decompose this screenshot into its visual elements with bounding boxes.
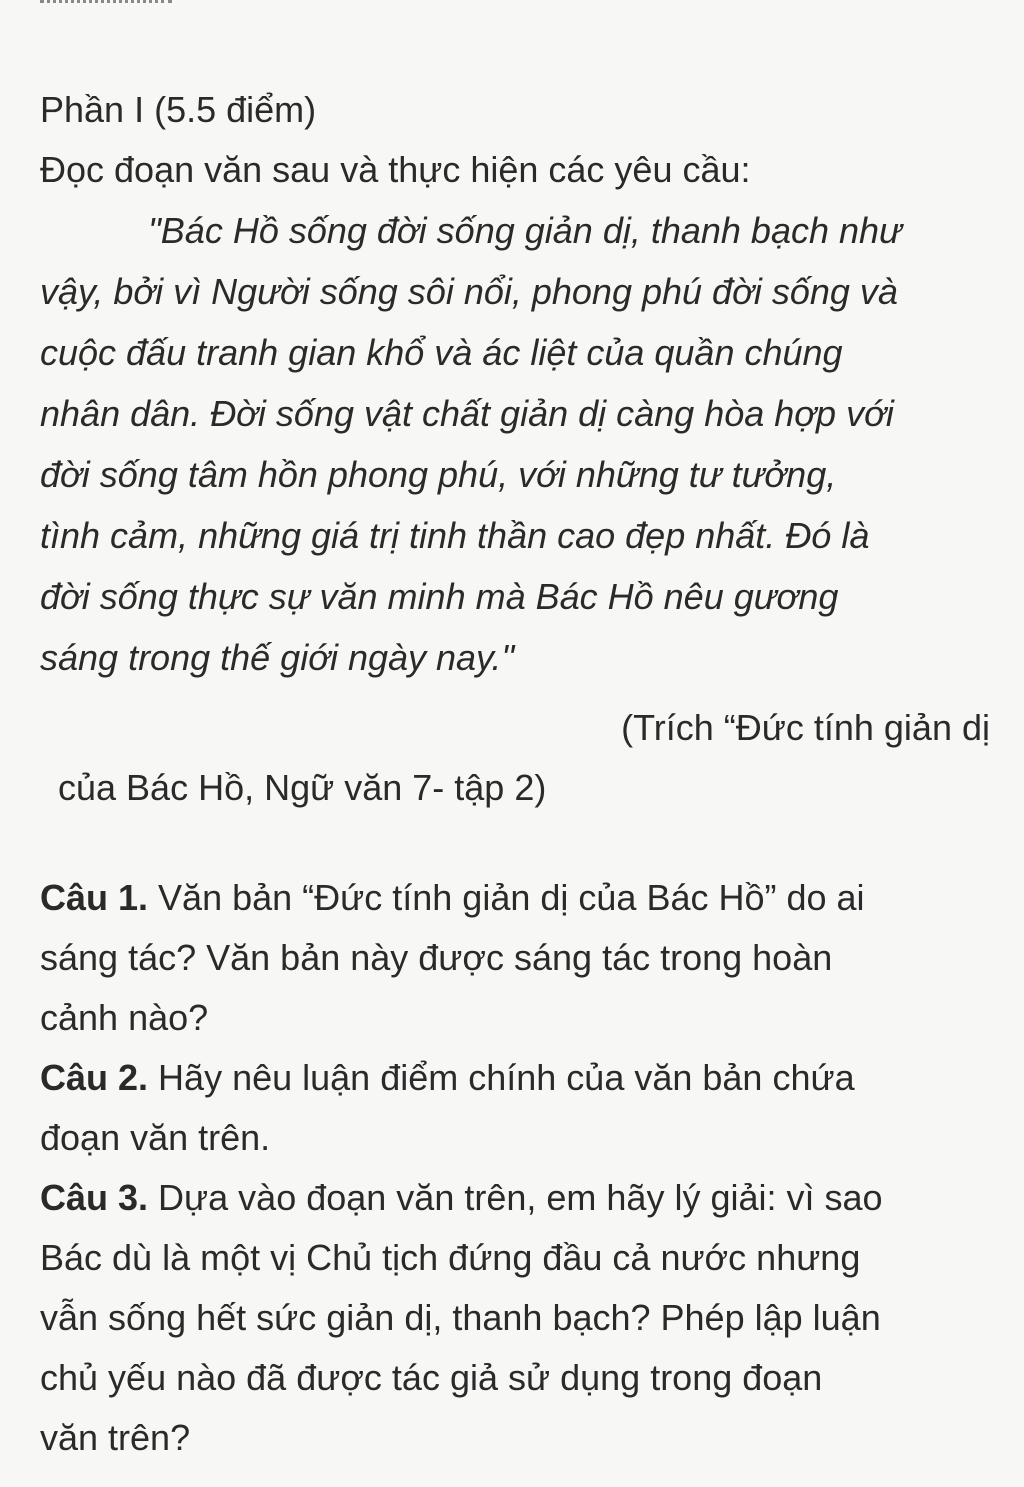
question-text: Văn bản “Đức tính giản dị của Bác Hồ” do ai	[148, 877, 865, 918]
passage-line: sáng trong thế giới ngày nay."	[40, 637, 515, 678]
question-text: sáng tác? Văn bản này được sáng tác trong hoàn	[40, 937, 833, 978]
instruction: Đọc đoạn văn sau và thực hiện các yêu cầu:	[40, 149, 751, 190]
part-title: Phần I (5.5 điểm)	[40, 89, 317, 130]
question-3	[40, 1168, 990, 1468]
question-text: vẫn sống hết sức giản dị, thanh bạch? Phép lập luận	[40, 1297, 881, 1338]
question-text: văn trên?	[40, 1417, 191, 1458]
source-citation-line-1: (Trích “Đức tính giản dị	[621, 707, 990, 748]
question-text: chủ yếu nào đã được tác giả sử dụng trong đoạn	[40, 1357, 823, 1398]
passage-line: đời sống tâm hồn phong phú, với những tư tưởng,	[40, 454, 837, 495]
passage-line: "Bác Hồ sống đời sống giản dị, thanh bạch như	[148, 210, 902, 251]
passage-line: nhân dân. Đời sống vật chất giản dị càng hòa hợp với	[40, 393, 894, 434]
question-2	[40, 1048, 990, 1168]
question-number: Câu 3.	[40, 1177, 149, 1218]
passage-line: cuộc đấu tranh gian khổ và ác liệt của quần chúng	[40, 332, 843, 373]
exam-page	[40, 80, 990, 1468]
top-divider	[40, 0, 172, 7]
question-text: Bác dù là một vị Chủ tịch đứng đầu cả nước nhưng	[40, 1237, 861, 1278]
question-text: đoạn văn trên.	[40, 1117, 271, 1158]
source-citation-line-2: của Bác Hồ, Ngữ văn 7- tập 2)	[58, 767, 547, 808]
passage-line: tình cảm, những giá trị tinh thần cao đẹp nhất. Đó là	[40, 515, 870, 556]
question-number: Câu 2.	[40, 1057, 149, 1098]
passage-line: vậy, bởi vì Người sống sôi nổi, phong phú đời sống và	[40, 271, 898, 312]
question-1	[40, 868, 990, 1048]
question-text: Hãy nêu luận điểm chính của văn bản chứa	[148, 1057, 855, 1098]
question-text: cảnh nào?	[40, 997, 209, 1038]
spacer	[40, 818, 990, 868]
question-number: Câu 1.	[40, 877, 149, 918]
quoted-passage	[40, 200, 990, 688]
passage-line: đời sống thực sự văn minh mà Bác Hồ nêu gương	[40, 576, 839, 617]
question-text: Dựa vào đoạn văn trên, em hãy lý giải: vì sao	[148, 1177, 883, 1218]
